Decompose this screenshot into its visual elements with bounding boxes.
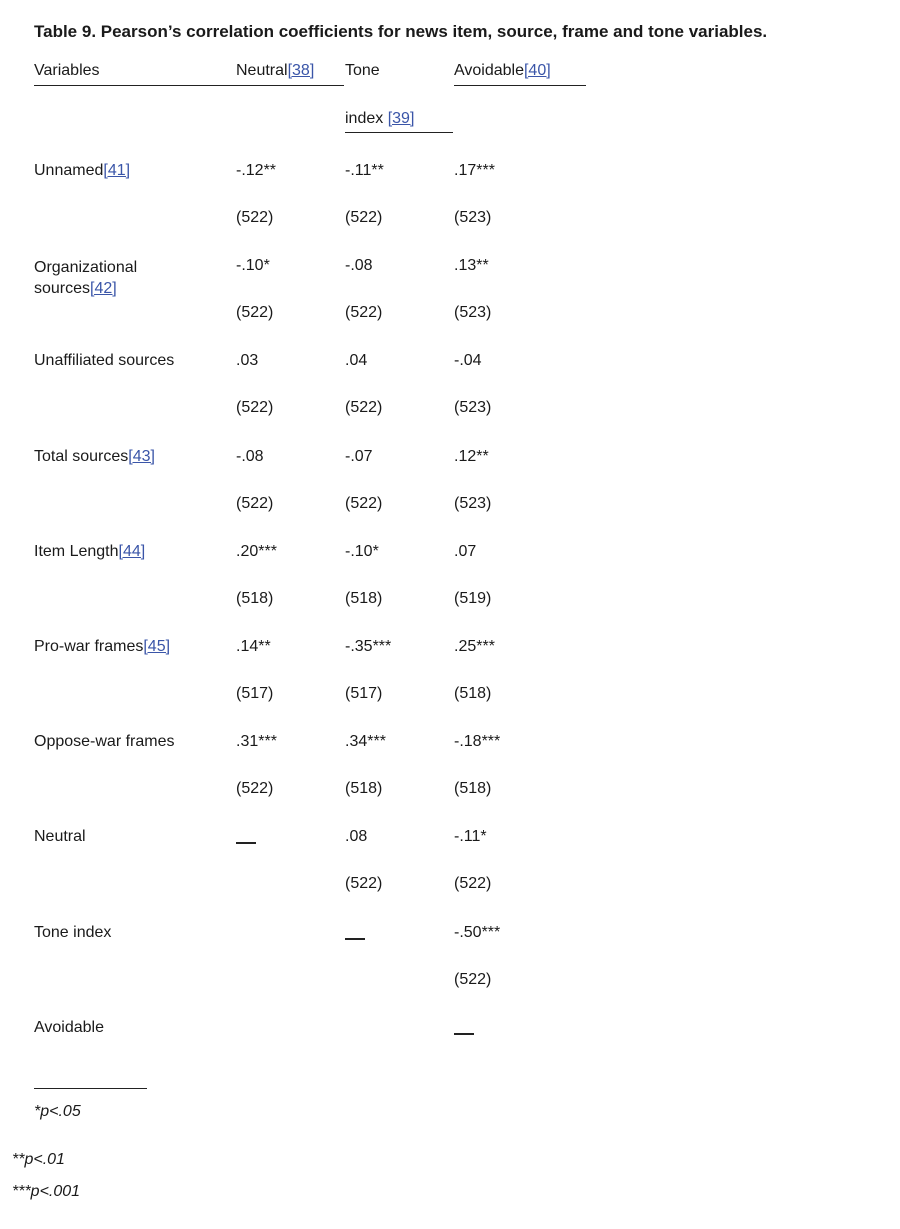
footnote-rule [34,1088,147,1089]
header-tone-line1: Tone [345,62,380,79]
correlation-value: .03 [236,352,259,369]
footnote-link[interactable]: [44] [118,543,146,560]
diagonal-dash [236,842,256,844]
sample-size-value: (519) [454,590,492,607]
correlation-value: .12** [454,448,489,465]
sample-size-value: (522) [345,209,383,226]
correlation-value: .14** [236,638,271,655]
sample-size-value: (518) [236,590,274,607]
correlation-value: -.04 [454,352,482,369]
row-label [34,352,174,370]
row-label-text: Tone index [34,924,112,941]
correlation-value: .08 [345,828,368,845]
correlation-value: .20*** [236,543,277,560]
correlation-value: .31*** [236,733,277,750]
correlation-value: -.35*** [345,638,392,655]
sample-size-value: (518) [454,780,492,797]
sample-size-value: (523) [454,304,492,321]
correlation-value: .17*** [454,162,495,179]
correlation-value: .25*** [454,638,495,655]
header-rule-avoidable [454,85,586,86]
row-label-text: Pro-war frames [34,638,144,655]
header-avoidable [454,62,551,80]
footnote-link[interactable]: [42] [90,280,117,297]
sample-size-value: (522) [454,875,492,892]
correlation-value: -.08 [345,257,373,274]
sample-size-value: (518) [345,590,383,607]
row-label-text: Oppose-war frames [34,733,175,750]
correlation-value: -.10* [345,543,379,560]
diagonal-dash [454,1033,474,1035]
correlation-value: -.10* [236,257,270,274]
sample-size-value: (522) [236,304,274,321]
sample-size-value: (522) [454,971,492,988]
sample-size-value: (518) [454,685,492,702]
footnote-link[interactable]: [45] [143,638,171,655]
row-label [34,733,175,751]
correlation-value: -.07 [345,448,373,465]
sample-size-value: (522) [345,875,383,892]
row-label [34,543,145,561]
row-label-line2: sources [34,280,91,297]
header-rule [34,85,344,86]
sample-size-value: (522) [345,304,383,321]
sample-size-value: (522) [236,780,274,797]
diagonal-dash [345,938,365,940]
footnote-link-40[interactable]: [40] [523,62,551,79]
correlation-value: .04 [345,352,368,369]
note-p01: **p<.01 [12,1151,65,1168]
sample-size-value: (522) [236,399,274,416]
sample-size-value: (523) [454,495,492,512]
correlation-value: -.12** [236,162,277,179]
correlation-value: -.08 [236,448,264,465]
note-p001: ***p<.001 [12,1183,81,1200]
row-label [34,924,111,942]
header-tone-label: index [345,110,388,127]
header-neutral-label: Neutral [236,62,288,79]
sample-size-value: (523) [454,209,492,226]
footnote-link-39[interactable]: [39] [387,110,415,127]
correlation-value: -.18*** [454,733,501,750]
correlation-value: -.11* [454,828,487,845]
correlation-value: .13** [454,257,489,274]
note-p05: *p<.05 [34,1103,81,1120]
sample-size-value: (523) [454,399,492,416]
row-label-text: Avoidable [34,1019,104,1036]
correlation-value: .34*** [345,733,386,750]
header-neutral [236,62,314,80]
correlation-value: .07 [454,543,477,560]
header-rule-tone [345,132,453,133]
header-avoidable-label: Avoidable [454,62,524,79]
table-title: Table 9. Pearson’s correlation coefficients for news item, source, frame and tone variables. [34,22,768,41]
row-label-text: Unnamed [34,162,104,179]
row-label-text: Unaffiliated sources [34,352,175,369]
row-label [34,162,130,180]
sample-size-value: (517) [345,685,383,702]
correlation-value: -.50*** [454,924,501,941]
row-label-text: Item Length [34,543,119,560]
footnote-link[interactable]: [43] [128,448,155,465]
row-label [34,638,170,656]
sample-size-value: (522) [345,495,383,512]
row-label [34,448,155,466]
row-label-line1: Organizational [34,259,138,276]
sample-size-value: (522) [345,399,383,416]
row-label [34,1019,104,1037]
header-tone-line2 [345,110,414,128]
correlation-value: -.11** [345,162,384,179]
sample-size-value: (522) [236,209,274,226]
row-label-text: Neutral [34,828,86,845]
footnote-link-38[interactable]: [38] [287,62,315,79]
sample-size-value: (522) [236,495,274,512]
row-label-text: Total sources [34,448,129,465]
row-label [34,257,137,299]
footnote-link[interactable]: [41] [103,162,131,179]
header-variables: Variables [34,62,100,79]
sample-size-value: (518) [345,780,383,797]
sample-size-value: (517) [236,685,274,702]
row-label [34,828,86,846]
